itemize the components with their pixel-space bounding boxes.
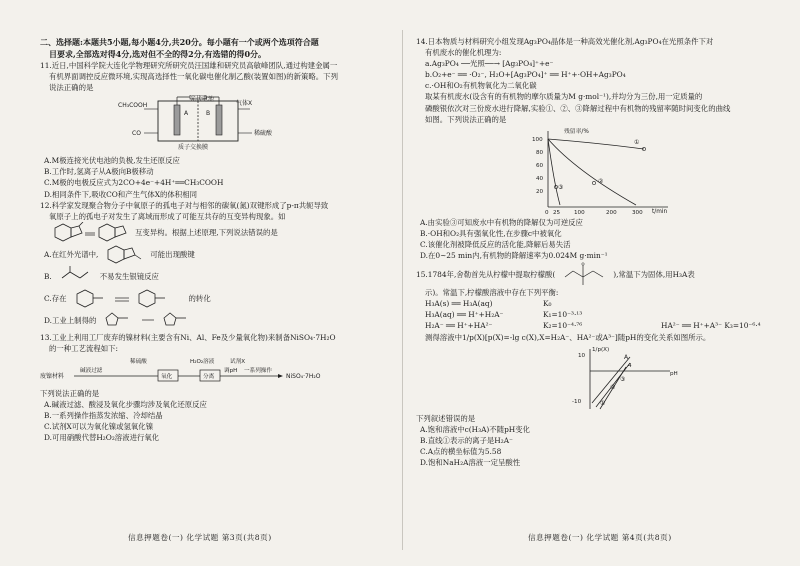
co-label: CO (132, 130, 141, 138)
q14-eq-a: a.Ag₃PO₄ ──光照──→ [Ag₃PO₄]⁺+e⁻ (425, 59, 554, 69)
q14-y100: 100 (532, 136, 543, 143)
q12-option-c-text: C.存在 (44, 294, 67, 304)
q14-residual-chart (528, 127, 800, 215)
q14-line-1: 14.日本物质与材料研究小组发现Ag₃PO₄晶体是一种高效光催化剂,Ag₃PO₄在光照条件下对 (416, 37, 714, 46)
flow-oxidation-label: 氧化 (161, 374, 173, 381)
q15-ylabel: 1/p(X) (592, 346, 610, 353)
flow-separation-label: 分离 (203, 374, 215, 381)
q15-y10: 10 (578, 352, 586, 359)
q15-eq-row-3 (416, 320, 766, 331)
q14-curve-3-label: ③ (558, 183, 564, 191)
tautomer-structure (49, 222, 129, 244)
q12-option-c-tail: 的转化 (188, 294, 211, 304)
q15-point-a: A (624, 353, 629, 361)
flow-product-label: NiSO₄·7H₂O (286, 373, 321, 381)
q15-line-1-label: ① (600, 399, 606, 407)
q12-option-b-structure (58, 266, 94, 288)
q11-line-1: 11.近日,中国科学院大连化学物理研究所研究员汪国雄和研究员高敏峰团队,通过构建金属一 (40, 61, 338, 70)
q15-option-c: C.A点的横坐标值为5.58 (420, 446, 502, 456)
curve-3 (548, 139, 560, 205)
q13-option-d: D.可用硝酸代替H₂O₂溶液进行氧化 (44, 433, 160, 443)
q14-x100: 100 (574, 209, 585, 215)
q14-curve-2-label: ② (598, 177, 604, 185)
q11-option-a: A.M极连接光伏电池的负极,发生还原反应 (44, 156, 180, 166)
q11-line-2: 有机界面调控反应微环境,实现高选择性一氧化碳电催化制乙酸(装置如图)的新策略。下列 (49, 72, 338, 82)
q13-flow-chart (40, 356, 392, 386)
q15-eq-3: H₂A⁻ ══ H⁺+HA²⁻ (425, 321, 493, 331)
dilute-acid-label: 稀硫酸 (254, 130, 273, 138)
q14-eq-c: c.·OH和O₂有机物氧化为二氧化碳 (425, 81, 537, 91)
q11-option-c: C.M极的电极反应式为2CO+4e⁻+4H⁺══CH₃COOH (44, 178, 224, 188)
q12-option-a (40, 244, 392, 266)
q14-line-2: 有机废水的催化机理为: (425, 48, 502, 58)
q14-option-d: D.在0~25 min内,有机物的降解速率为0.024M g·min⁻¹ (420, 251, 608, 261)
q15-yneg10: -10 (572, 398, 582, 405)
q15-eq-row-2 (416, 309, 766, 320)
section-title: 二、选择题:本题共5小题,每小题4分,共20分。每小题有一个或两个选项符合题 (40, 37, 319, 47)
q15-eq-1: H₃A(s) ══ H₃A(aq) (425, 299, 493, 309)
membrane-label: 质子交换膜 (178, 144, 209, 152)
right-footer: 信息押题卷(一) 化学试题 第4页(共8页) (528, 533, 672, 542)
q14-y80: 80 (536, 149, 544, 156)
q15-line-1-row (416, 261, 766, 287)
q14-xlabel: t/min (652, 208, 668, 215)
q15-eq-row-1 (416, 298, 766, 309)
q13-line-1: 13.工业上利用工厂废弃的镍材料(主要含有Ni、Al、Fe及少量氧化物)来制备NiSO₄·7H₂O (40, 332, 336, 342)
q15-k2: K₂=10⁻⁴·⁷⁶ (543, 321, 583, 331)
q15-k0: K₀ (543, 299, 552, 309)
q15-option-a: A.饱和溶液中c(H₃A)不随pH变化 (420, 424, 531, 434)
flow-acid-label: 稀硫酸 (130, 359, 147, 366)
q14-x300: 300 (632, 209, 643, 215)
left-page (40, 36, 392, 444)
q12-option-d-structure (102, 310, 202, 332)
q15-eq-4: HA²⁻ ══ H⁺+A³⁻ K₃=10⁻⁶·⁴ (661, 321, 761, 331)
curve-1 (548, 139, 644, 149)
q12-structure-row (40, 222, 392, 244)
electrode-a-label: A (184, 110, 189, 118)
flow-raw-label: 废镍材料 (40, 373, 65, 381)
flow-step1-label: 碱液过滤 (80, 368, 103, 375)
q15-line-3: 下列叙述错误的是 (416, 413, 476, 423)
q15-option-b: B.直线①表示的离子是H₂A⁻ (420, 435, 513, 445)
ch3cooh-label: CH₃COOH (118, 102, 148, 110)
q12-line-2: 氧原子上的孤电子对发生了离域而形成了可能互共存的互变异构现象。如 (49, 211, 286, 221)
q13-option-c: C.试剂X可以为氧化镍或氢氧化镍 (44, 422, 154, 432)
q14-para-2: 磷酸银依次对三份废水进行降解,实验①、②、③降解过程中有机物的残留率随时间变化的曲线 (425, 103, 731, 113)
q12-option-b (40, 266, 392, 288)
citric-acid-structure (561, 261, 607, 287)
q15-line-1: 15.1784年,舍勒首先从柠檬中提取柠檬酸( (416, 269, 556, 279)
q14-y60: 60 (536, 162, 544, 169)
q15-k1: K₁=10⁻³·¹³ (543, 310, 583, 320)
q12-option-a-tail: 可能出现酸键 (150, 250, 195, 260)
q12-follow-text: 互变异构。根据上述原理,下列说法错误的是 (135, 228, 278, 238)
flow-reagent-x-label: 试剂X (230, 359, 246, 366)
q13-line-2: 的一种工艺流程如下: (49, 343, 119, 353)
q11-option-d: D.相同条件下,吸收CO和产生气体X的体积相同 (44, 189, 197, 199)
q11-line-3: 说法正确的是 (49, 83, 94, 93)
q14-y20: 20 (536, 188, 544, 195)
q14-para-1: 取某有机废水(设含有的有机物的摩尔质量为M g·mol⁻¹),并均分为三份,用一定质量的 (425, 92, 703, 102)
q14-option-c: C.该催化剂被降低反应的活化能,降解后易失活 (420, 239, 571, 249)
flow-h2o2-label: H₂O₂溶液 (190, 359, 215, 366)
q12-option-d (40, 310, 392, 332)
q15-line-3-label: ③ (620, 375, 626, 383)
q15-line-2: 示)。常温下,柠檬酸溶液中存在下列平衡: (425, 288, 559, 298)
q15-xlabel: pH (670, 370, 678, 377)
q13-line-3: 下列说法正确的是 (40, 389, 100, 399)
q14-x200: 200 (606, 209, 617, 215)
q14-y40: 40 (536, 175, 544, 182)
q15-eq-2: H₃A(aq) ══ H⁺+H₂A⁻ (425, 310, 504, 320)
q15-option-d: D.饱和NaH₂A溶液一定呈酸性 (420, 457, 521, 467)
q11-cell-figure (40, 95, 392, 153)
left-footer: 信息押题卷(一) 化学试题 第3页(共8页) (128, 533, 272, 542)
q12-option-a-structure (104, 244, 144, 266)
q13-option-b: B.一系列操作指蒸发浓缩、冷却结晶 (44, 411, 163, 421)
q12-line-1: 12.科学家发现聚合物分子中氧原子的孤电子对与相邻的碳氧(氮)双键形成了p-π共轭导致 (40, 200, 329, 210)
q15-ph-chart (570, 345, 800, 411)
q12-option-a-text: A.在红外光谱中, (44, 250, 99, 260)
q14-option-a: A.由实验③可知废水中有机物的降解仅为可逆反应 (420, 217, 583, 227)
q14-eq-b: b.O₂+e⁻ ══ ·O₂⁻, H₂O+[Ag₃PO₄]⁺ ══ H⁺+·OH+Ag₃PO₄ (425, 70, 626, 80)
flow-series-label: 一系列操作 (244, 368, 272, 375)
q14-ylabel: 残留率/% (564, 128, 589, 135)
right-page (416, 36, 766, 468)
q12-option-c-structure (73, 288, 183, 310)
q12-option-b-text: B. (44, 272, 52, 282)
page-divider (402, 30, 403, 550)
electrode-b-label: B (206, 110, 211, 118)
q14-x0: 0 (545, 209, 549, 215)
gas-x-label: 气体X (236, 100, 253, 108)
q15-line-1-tail: ),常温下为固体,用H₃A表 (613, 269, 695, 279)
q14-x25: 25 (553, 209, 561, 215)
q15-line-2-label: ② (610, 383, 616, 391)
q14-option-b: B.·OH和O₂具有强氧化性,在步骤c中被氧化 (420, 228, 562, 238)
q12-option-d-text: D.工业上制得的 (44, 316, 97, 326)
q14-para-3: 如图。下列说法正确的是 (425, 114, 507, 124)
q13-option-a: A.碱液过滤、酸浸及氧化步骤均涉及氧化还原反应 (44, 400, 207, 410)
q11-option-b: B.工作时,氢离子从A极向B极移动 (44, 167, 154, 177)
curve-2 (548, 139, 636, 205)
cell-label: 光伏电池 (190, 96, 215, 104)
q12-option-b-tail: 不易发生银镜反应 (99, 272, 159, 282)
q15-x4: 4 (628, 362, 632, 369)
q12-option-c (40, 288, 392, 310)
section-title-2: 目要求,全部选对得4分,选对但不全的得2分,有选错的得0分。 (49, 49, 267, 59)
flow-ph-label: 调pH (224, 368, 238, 375)
q15-para-1: 测得溶液中1/p(X)[p(X)=-lg c(X),X=H₂A⁻、HA²⁻或A³⁻]随pH的变化关系如图所示。 (425, 332, 711, 342)
q14-curve-1-label: ① (634, 138, 640, 146)
